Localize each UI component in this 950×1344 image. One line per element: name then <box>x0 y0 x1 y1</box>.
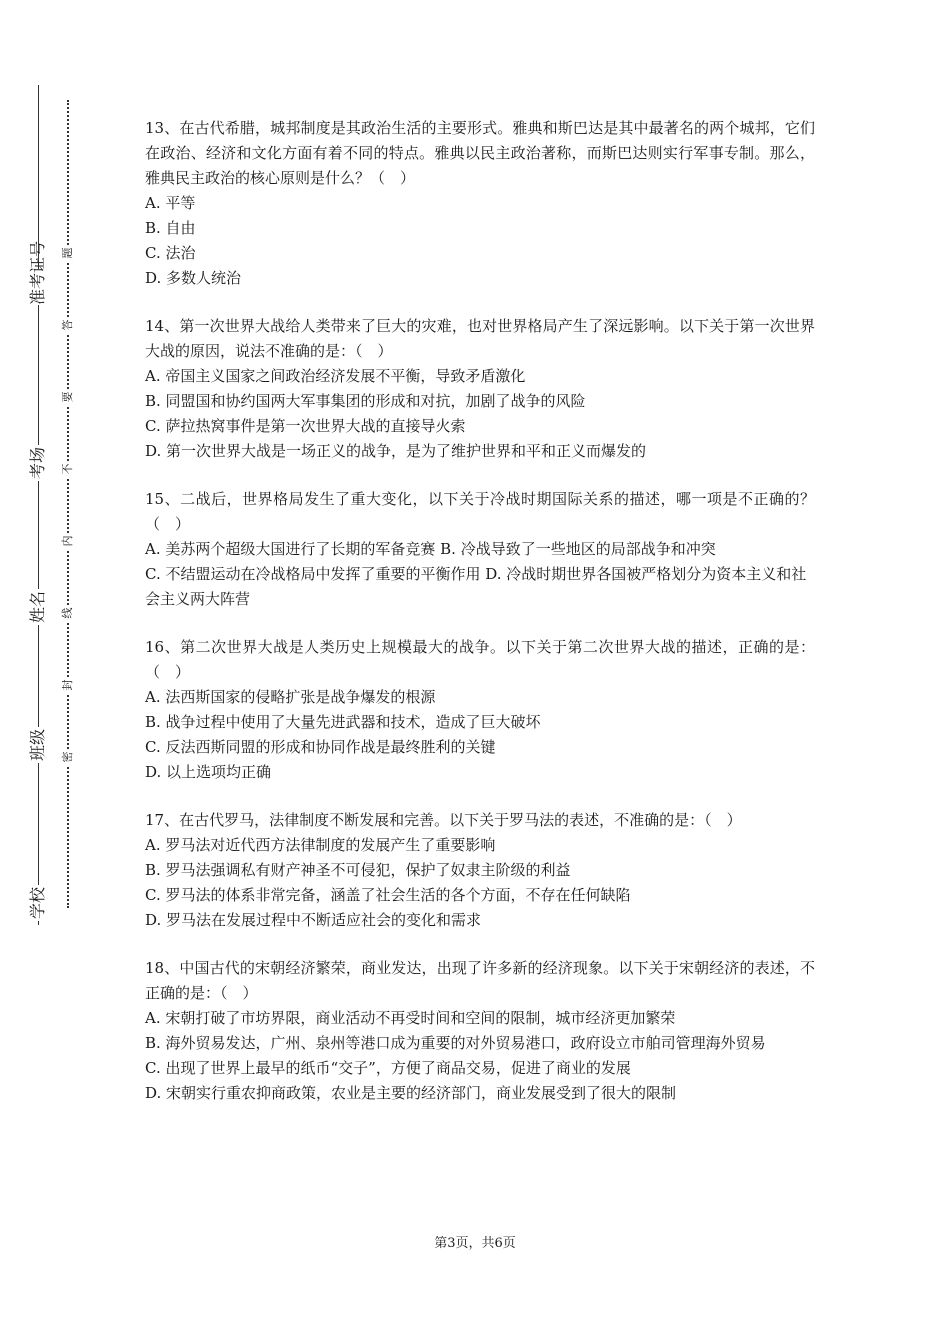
question-list <box>145 116 815 1129</box>
label-class: 班级 <box>28 729 47 762</box>
option-d: D. 多数人统治 <box>145 269 242 287</box>
option-c: C. 法治 <box>145 244 196 262</box>
option-line-ab: A. 美苏两个超级大国进行了长期的军备竞赛 B. 冷战导致了一些地区的局部战争和冲突 <box>145 540 716 558</box>
option-a: A. 宋朝打破了市坊界限，商业活动不再受时间和空间的限制，城市经济更加繁荣 <box>145 1009 676 1027</box>
option-c: C. 出现了世界上最早的纸币“交子”，方便了商品交易，促进了商业的发展 <box>145 1059 631 1077</box>
page-number: 第3页，共6页 <box>434 1236 516 1251</box>
seal-word: 线 <box>61 605 75 621</box>
seal-word: 不 <box>61 461 75 477</box>
question-stem: 18、中国古代的宋朝经济繁荣，商业发达，出现了许多新的经济现象。以下关于宋朝经济的表述，不正确的是：（ ） <box>145 959 815 1002</box>
question-13 <box>145 116 815 291</box>
question-stem: 16、第二次世界大战是人类历史上规模最大的战争。以下关于第二次世界大战的描述，正确的是：（ ） <box>145 638 815 681</box>
question-stem: 13、在古代希腊，城邦制度是其政治生活的主要形式。雅典和斯巴达是其中最著名的两个城邦，它们在政治、经济和文化方面有着不同的特点。雅典以民主政治著称，而斯巴达则实行军事专制。那么，雅典民主政治的核心原则是什么？（ ） <box>145 119 815 187</box>
option-d: D. 宋朝实行重农抑商政策，农业是主要的经济部门，商业发展受到了很大的限制 <box>145 1084 677 1102</box>
seal-word: 内 <box>61 533 75 549</box>
label-school: 学校 <box>28 887 47 920</box>
question-stem: 14、第一次世界大战给人类带来了巨大的灾难，也对世界格局产生了深远影响。以下关于第一次世界大战的原因，说法不准确的是：（ ） <box>145 317 815 360</box>
seal-word: 答 <box>61 317 75 333</box>
option-b: B. 罗马法强调私有财产神圣不可侵犯，保护了奴隶主阶级的利益 <box>145 861 571 879</box>
option-a: A. 法西斯国家的侵略扩张是战争爆发的根源 <box>145 688 436 706</box>
question-16 <box>145 635 815 785</box>
student-info-labels <box>20 85 56 925</box>
option-a: A. 平等 <box>145 194 196 212</box>
question-14 <box>145 314 815 464</box>
seal-word: 要 <box>61 389 75 405</box>
seal-word: 密 <box>61 749 75 765</box>
binding-dotted-line <box>67 100 69 908</box>
question-17 <box>145 808 815 933</box>
label-name: 姓名 <box>28 591 47 624</box>
option-b: B. 战争过程中使用了大量先进武器和技术，造成了巨大破坏 <box>145 713 541 731</box>
option-a: A. 罗马法对近代西方法律制度的发展产生了重要影响 <box>145 836 496 854</box>
question-15 <box>145 487 815 612</box>
option-d: D. 以上选项均正确 <box>145 763 272 781</box>
option-d: D. 第一次世界大战是一场正义的战争，是为了维护世界和平和正义而爆发的 <box>145 442 647 460</box>
option-c: C. 反法西斯同盟的形成和协同作战是最终胜利的关键 <box>145 738 496 756</box>
option-b: B. 自由 <box>145 219 196 237</box>
option-a: A. 帝国主义国家之间政治经济发展不平衡，导致矛盾激化 <box>145 367 526 385</box>
seal-word: 题 <box>61 245 75 261</box>
question-18 <box>145 956 815 1106</box>
option-line-cd: C. 不结盟运动在冷战格局中发挥了重要的平衡作用 D. 冷战时期世界各国被严格划分为资本主义和社会主义两大阵营 <box>145 565 807 608</box>
question-stem: 17、在古代罗马，法律制度不断发展和完善。以下关于罗马法的表述，不准确的是：（ ） <box>145 811 742 829</box>
seal-word: 封 <box>61 677 75 693</box>
option-c: C. 罗马法的体系非常完备，涵盖了社会生活的各个方面，不存在任何缺陷 <box>145 886 631 904</box>
label-exam-number: 准考证号 <box>28 240 47 305</box>
option-c: C. 萨拉热窝事件是第一次世界大战的直接导火索 <box>145 417 466 435</box>
label-exam-room: 考场 <box>28 447 47 480</box>
option-b: B. 海外贸易发达，广州、泉州等港口成为重要的对外贸易港口，政府设立市舶司管理海外贸易 <box>145 1034 766 1052</box>
option-b: B. 同盟国和协约国两大军事集团的形成和对抗，加剧了战争的风险 <box>145 392 586 410</box>
question-stem: 15、二战后，世界格局发生了重大变化，以下关于冷战时期国际关系的描述，哪一项是不正确的？（ ） <box>145 490 815 533</box>
option-d: D. 罗马法在发展过程中不断适应社会的变化和需求 <box>145 911 482 929</box>
